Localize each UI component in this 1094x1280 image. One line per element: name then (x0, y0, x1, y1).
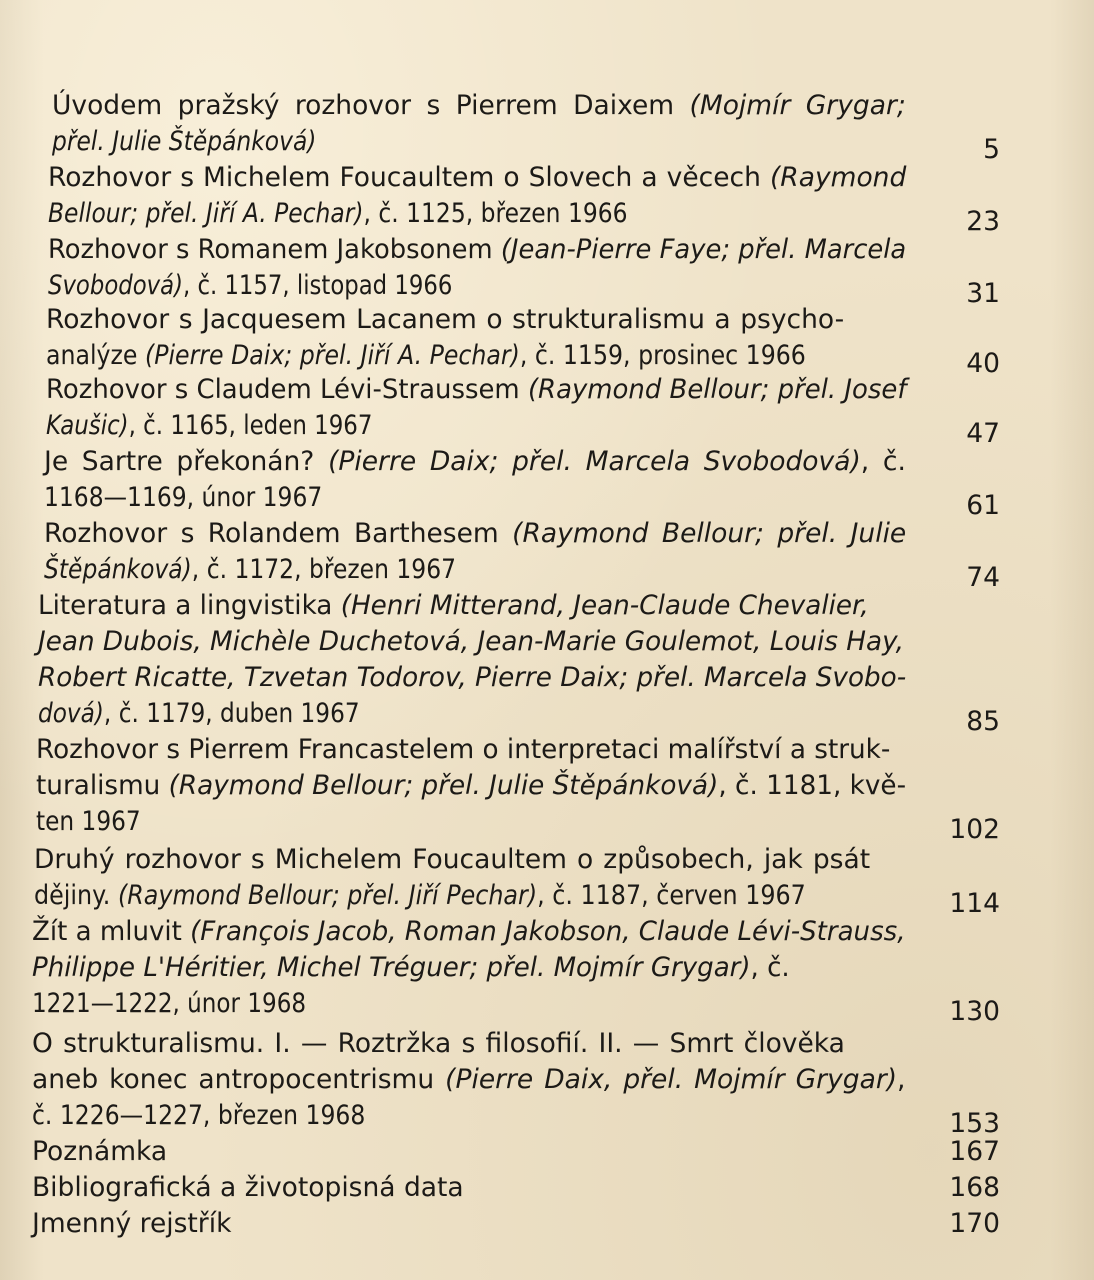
toc-entry-line (38, 624, 906, 660)
toc-entry-text: , č. 1157, listopad 1966 (182, 270, 453, 301)
toc-entry-line (32, 1206, 231, 1242)
toc-page-number: 170 (949, 1208, 1000, 1239)
toc-entry-line (38, 696, 806, 732)
toc-entry-line (48, 196, 806, 232)
toc-entry-text: , č. 1181, kvě- (718, 770, 907, 801)
toc-entry-line (44, 480, 806, 516)
toc-entry-line (44, 552, 806, 588)
toc-entry-line (48, 232, 906, 268)
toc-entry (38, 588, 915, 732)
toc-entry (44, 516, 906, 588)
toc-entry-credits: Philippe L'Héritier, Michel Tréguer; přel. Mojmír Grygar) (32, 952, 751, 983)
toc-entry (46, 302, 898, 374)
toc-entry-text: O strukturalismu. I. — Roztržka s filosofií. II. — Smrt člověka (32, 1028, 845, 1059)
toc-entry-text: Jmenný rejstřík (32, 1208, 232, 1239)
toc-entry-line (46, 302, 898, 338)
toc-entry-text: 1221—1222, únor 1968 (32, 988, 307, 1019)
toc-entry-text: , č. 1179, duben 1967 (103, 698, 360, 729)
toc-entry (46, 372, 925, 444)
toc-entry-text: turalismu (36, 770, 169, 801)
toc-entry-line (32, 1098, 806, 1134)
toc-entry-text: , č. 1187, červen 1967 (537, 880, 806, 911)
toc-entry-text: Bibliografická a životopisná data (32, 1172, 464, 1203)
toc-entry-line (48, 268, 806, 304)
toc-entry-credits: (Henri Mitterand, Jean-Claude Chevalier, (340, 590, 869, 621)
toc-entry (48, 232, 930, 304)
toc-page-number: 168 (949, 1172, 1000, 1203)
toc-entry-credits: (Raymond Bellour; přel. Julie (512, 518, 907, 549)
toc-entry-credits: (Pierre Daix; přel. Jiří A. Pechar) (144, 340, 520, 371)
toc-entry-credits: přel. Julie Štěpánková) (52, 126, 317, 157)
toc-entry-credits: Kaušic) (46, 410, 129, 441)
toc-entry-line (46, 372, 906, 408)
toc-entry-text: , č. (750, 952, 790, 983)
toc-entry-credits: (Raymond Bellour; přel. Julie Štěpánková) (168, 770, 719, 801)
toc-entry (48, 160, 906, 232)
toc-entry-line (46, 338, 806, 374)
toc-entry-credits: Robert Ricatte, Tzvetan Todorov, Pierre Daix; přel. Marcela Svobo- (38, 662, 907, 693)
toc-entry (32, 1170, 464, 1206)
toc-entry-text: 1168—1169, únor 1967 (44, 482, 323, 513)
toc-entry (52, 88, 906, 160)
toc-page-number: 153 (949, 1108, 1000, 1139)
toc-entry-text: , č. 1125, březen 1966 (363, 198, 628, 229)
toc-entry-text: Poznámka (32, 1136, 168, 1167)
toc-entry-line (32, 986, 806, 1022)
toc-entry-text: dějiny. (34, 880, 118, 911)
toc-entry-line (46, 408, 806, 444)
toc-entry-text: Druhý rozhovor s Michelem Foucaultem o způsobech, jak psát (34, 844, 871, 875)
toc-entry (32, 1206, 231, 1242)
toc-entry-text: Rozhovor s Jacquesem Lacanem o strukturalismu a psycho- (46, 304, 845, 335)
toc-page-number: 167 (949, 1136, 1000, 1167)
toc-page-number: 114 (949, 888, 1000, 919)
toc-entry-credits: Svobodová) (48, 270, 183, 301)
toc-entry-line (38, 588, 906, 624)
toc-entry-credits: dová) (38, 698, 104, 729)
toc-entry-credits: (Raymond (769, 162, 907, 193)
toc-entry-line (32, 1134, 167, 1170)
toc-entry-text: č. 1226—1227, březen 1968 (32, 1100, 366, 1131)
toc-entry-text: , č. 1172, březen 1967 (191, 554, 457, 585)
toc-entry-text: ten 1967 (36, 806, 141, 837)
toc-entry-text: Je Sartre překonán? (44, 446, 329, 477)
toc-entry-credits: (Pierre Daix, přel. Mojmír Grygar) (445, 1064, 898, 1095)
toc-entry-credits: (Jean-Pierre Faye; přel. Marcela (500, 234, 907, 265)
toc-entry-text: , č. 1159, prosinec 1966 (519, 340, 806, 371)
toc-entry-line (48, 160, 906, 196)
toc-entry-line (38, 660, 906, 696)
toc-entry-text: Literatura a lingvistika (38, 590, 341, 621)
toc-entry-line (52, 124, 806, 160)
toc-page-number: 23 (966, 206, 1000, 237)
toc-entry-text: Rozhovor s Romanem Jakobsonem (48, 234, 501, 265)
toc-entry-line (52, 88, 906, 124)
toc-entry-text: , č. (860, 446, 906, 477)
toc-entry-line (32, 1170, 464, 1206)
toc-entry-line (36, 732, 906, 768)
toc-entry-line (34, 842, 893, 878)
toc-entry-text: aneb konec antropocentrismu (32, 1064, 446, 1095)
toc-entry-credits: (Raymond Bellour; přel. Josef (527, 374, 907, 405)
toc-entry-line (44, 444, 906, 480)
toc-entry-text: Rozhovor s Michelem Foucaultem o Slovech a věcech (48, 162, 770, 193)
toc-entry-text: Rozhovor s Pierrem Francastelem o interpretaci malířství a struk- (36, 734, 891, 765)
toc-entry-line (32, 914, 906, 950)
toc-entry-line (34, 878, 806, 914)
toc-entry (34, 842, 893, 914)
toc-page-number: 85 (966, 706, 1000, 737)
toc-page-number: 130 (949, 996, 1000, 1027)
toc-entry-line (32, 1062, 905, 1098)
toc-entry-line (32, 950, 906, 986)
toc-entry-line (44, 516, 906, 552)
toc-page-number: 61 (966, 490, 1000, 521)
toc-entry-credits: Jean Dubois, Michèle Duchetová, Jean-Marie Goulemot, Louis Hay, (38, 626, 904, 657)
toc-entry (44, 444, 906, 516)
toc-entry (32, 1026, 905, 1134)
toc-entry-credits: Štěpánková) (44, 554, 192, 585)
toc-entry-line (32, 1026, 905, 1062)
toc-entry-credits: (Mojmír Grygar; (689, 90, 906, 121)
toc-entry-line (36, 804, 806, 840)
toc-page-number: 40 (966, 348, 1000, 379)
toc-page-number: 47 (966, 418, 1000, 449)
toc-entry-text: Žít a mluvit (32, 916, 191, 947)
toc-entry-text: , č. 1165, leden 1967 (128, 410, 373, 441)
toc-page-number: 5 (983, 134, 1000, 165)
toc-entry (32, 1134, 167, 1170)
toc-entry-credits: Bellour; přel. Jiří A. Pechar) (48, 198, 364, 229)
toc-entry-text: Rozhovor s Claudem Lévi-Straussem (46, 374, 528, 405)
toc-page-number: 102 (949, 814, 1000, 845)
toc-entry-text: Rozhovor s Rolandem Barthesem (44, 518, 513, 549)
toc-entry-text: , (897, 1064, 906, 1095)
toc-entry-credits: (Raymond Bellour; přel. Jiří Pechar) (117, 880, 538, 911)
toc-page-number: 31 (966, 278, 1000, 309)
toc-entry-credits: (Pierre Daix; přel. Marcela Svobodová) (328, 446, 861, 477)
toc-entry-text: analýze (46, 340, 145, 371)
toc-entry-line (36, 768, 906, 804)
toc-entry-text: Úvodem pražský rozhovor s Pierrem Daixem (52, 90, 690, 121)
toc-page-number: 74 (966, 562, 1000, 593)
toc-entry (32, 914, 921, 1022)
toc-entry (36, 732, 914, 840)
toc-entry-credits: (François Jacob, Roman Jakobson, Claude Lévi-Strauss, (190, 916, 906, 947)
